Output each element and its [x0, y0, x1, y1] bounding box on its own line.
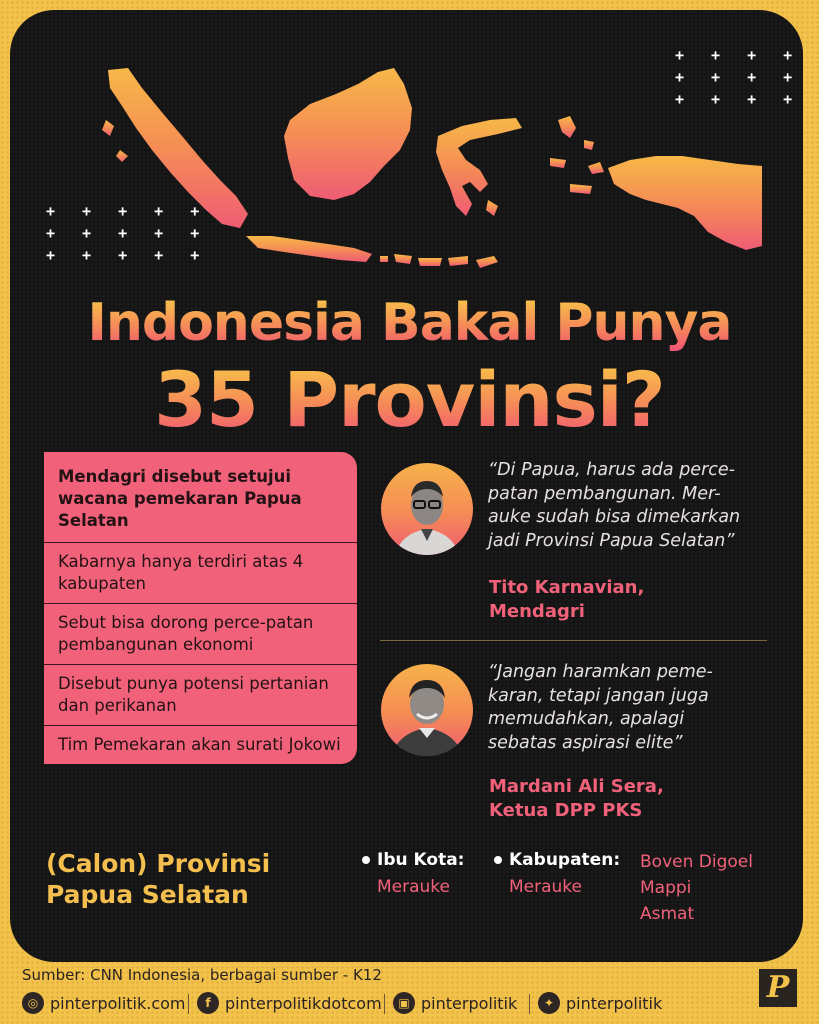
quote-text: “Jangan haramkan peme- karan, tetapi jangan juga memudahkan, apalagi sebatas aspirasi elite” [488, 662, 713, 753]
papua-island [608, 156, 762, 250]
capital-value: Merauke [377, 877, 451, 897]
website-link[interactable]: ◎ pinterpolitik.com [22, 992, 186, 1014]
footer-divider [529, 994, 530, 1014]
footer-divider [188, 994, 189, 1014]
quote-divider [380, 640, 767, 641]
instagram-link[interactable]: ▣ pinterpolitik [393, 992, 517, 1014]
regency-item: Merauke [509, 877, 583, 897]
person-portrait-icon [381, 463, 473, 555]
facts-box [44, 452, 357, 764]
quote-speaker: Tito Karnavian, Mendagri [489, 577, 645, 622]
quote-speaker: Mardani Ali Sera, Ketua DPP PKS [489, 776, 664, 821]
facebook-link[interactable]: f pinterpolitikdotcom [197, 992, 382, 1014]
facebook-icon: f [197, 992, 219, 1014]
fact-item: Mendagri disebut setujui wacana pemekaran Papua Selatan [44, 452, 357, 543]
sulawesi-island [436, 118, 522, 216]
capital-label: Ibu Kota: [362, 850, 464, 870]
bullet-icon [494, 856, 502, 864]
globe-icon: ◎ [22, 992, 44, 1014]
footer [0, 962, 819, 1024]
person-portrait-icon [381, 664, 473, 756]
source-note: Sumber: CNN Indonesia, berbagai sumber - K12 [22, 966, 382, 984]
footer-divider [384, 994, 385, 1014]
twitter-link[interactable]: ✦ pinterpolitik [538, 992, 662, 1014]
regency-item: Boven Digoel [640, 852, 753, 872]
java-island [246, 236, 372, 262]
plus-pattern-top-right: + + + + + + + + + + + + [675, 46, 802, 108]
speaker-photo-tito [381, 463, 473, 555]
regency-label: Kabupaten: [494, 850, 620, 870]
bullet-icon [362, 856, 370, 864]
regency-item: Asmat [640, 904, 695, 924]
fact-item: Disebut punya potensi pertanian dan perikanan [44, 665, 357, 726]
fact-item: Tim Pemekaran akan surati Jokowi [58, 735, 341, 754]
quote-text: “Di Papua, harus ada perce- patan pembangunan. Mer- auke sudah bisa dimekarkan jadi Provinsi Papua Selatan” [488, 460, 741, 551]
regency-item: Mappi [640, 878, 692, 898]
instagram-icon: ▣ [393, 992, 415, 1014]
headline-line-1: Indonesia Bakal Punya [0, 293, 819, 353]
headline-line-2: 35 Provinsi? [0, 355, 819, 444]
twitter-icon: ✦ [538, 992, 560, 1014]
province-title: (Calon) Provinsi Papua Selatan [46, 849, 271, 909]
fact-item: Kabarnya hanya terdiri atas 4 kabupaten [44, 543, 357, 604]
kalimantan-island [284, 68, 412, 200]
fact-item: Sebut bisa dorong perce-patan pembangunan ekonomi [44, 604, 357, 665]
speaker-photo-mardani [381, 664, 473, 756]
plus-pattern-left: + + + + + + + + + + + + + + + [46, 202, 209, 264]
pinterpolitik-logo: P [759, 969, 797, 1007]
